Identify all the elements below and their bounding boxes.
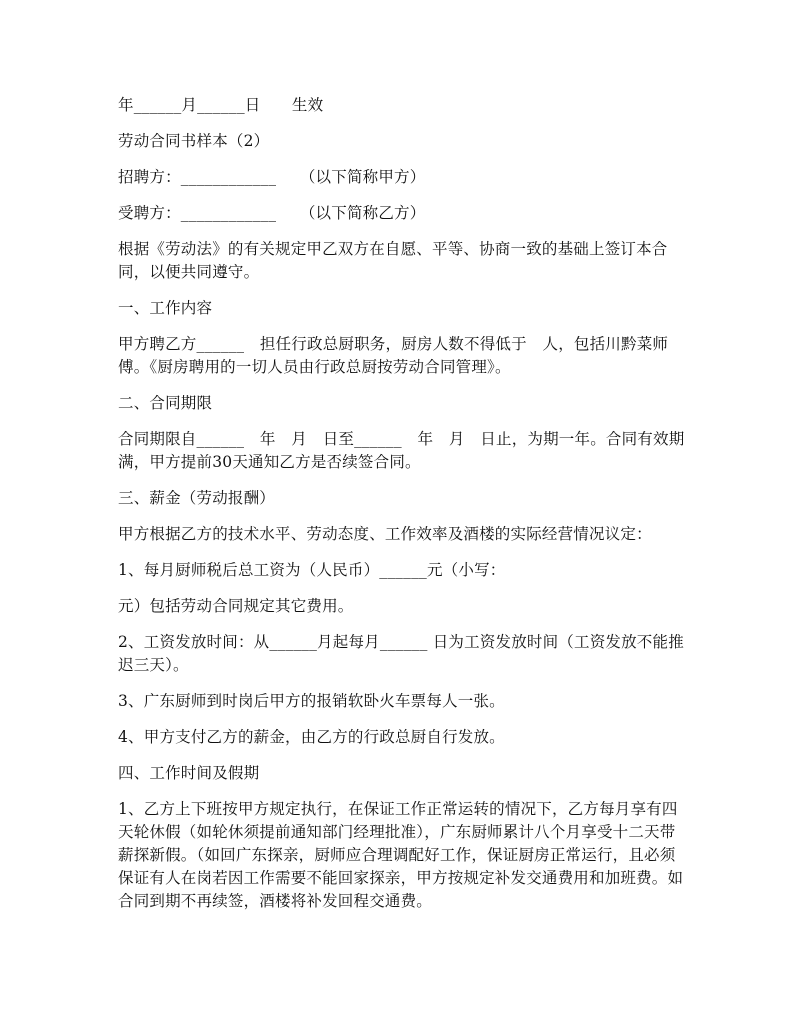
salary-intro-paragraph: 甲方根据乙方的技术水平、劳动态度、工作效率及酒楼的实际经营情况议定： (118, 525, 652, 543)
preamble-paragraph: 根据《劳动法》的有关规定甲乙双方在自愿、平等、协商一致的基础上签订本合同，以便共同遵守。 (118, 240, 668, 281)
salary-item-1: 1、每月厨师税后总工资为（人民币）______元（小写： (118, 561, 506, 579)
salary-item-2: 2、工资发放时间：从______月起每月______ 日为工资发放时间（工资发放不能推迟三天）。 (118, 633, 684, 674)
effective-date-line: 年______月______日 生效 (118, 96, 324, 114)
employee-line: 受聘方：____________ （以下简称乙方） (118, 204, 426, 222)
salary-item-1-continued: 元）包括劳动合同规定其它费用。 (118, 597, 354, 615)
section-heading-work-hours: 四、工作时间及假期 (118, 764, 260, 782)
document-page (118, 94, 688, 926)
section-heading-work-content: 一、工作内容 (118, 299, 213, 317)
section-heading-salary: 三、薪金（劳动报酬） (118, 489, 276, 507)
work-content-paragraph: 甲方聘乙方______ 担任行政总厨职务，厨房人数不得低于 人，包括川黔菜师傅。《厨房聘用的一切人员由行政总厨按劳动合同管理》。 (118, 335, 669, 376)
work-hours-item-1: 1、乙方上下班按甲方规定执行，在保证工作正常运转的情况下，乙方每月享有四天轮休假（如轮休须提前通知部门经理批准），广东厨师累计八个月享受十二天带薪探新假。（如回广东探亲，厨师应合理调配好工作，保证厨房正常运行，且必须保证有人在岗若因工作需要不能回家探亲，甲方按规定补发交通费用和加班费。如合同到期不再续签，酒楼将补发回程交通费。 (118, 800, 684, 910)
salary-item-3: 3、广东厨师到时岗后甲方的报销软卧火车票每人一张。 (118, 692, 505, 710)
salary-item-4: 4、甲方支付乙方的薪金，由乙方的行政总厨自行发放。 (118, 728, 505, 746)
section-heading-contract-term: 二、合同期限 (118, 394, 213, 412)
document-title: 劳动合同书样本（2） (118, 132, 270, 150)
employer-line: 招聘方：____________ （以下简称甲方） (118, 168, 426, 186)
contract-term-paragraph: 合同期限自______ 年 月 日至______ 年 月 日止，为期一年。合同有效期满，甲方提前30天通知乙方是否续签合同。 (118, 430, 685, 471)
